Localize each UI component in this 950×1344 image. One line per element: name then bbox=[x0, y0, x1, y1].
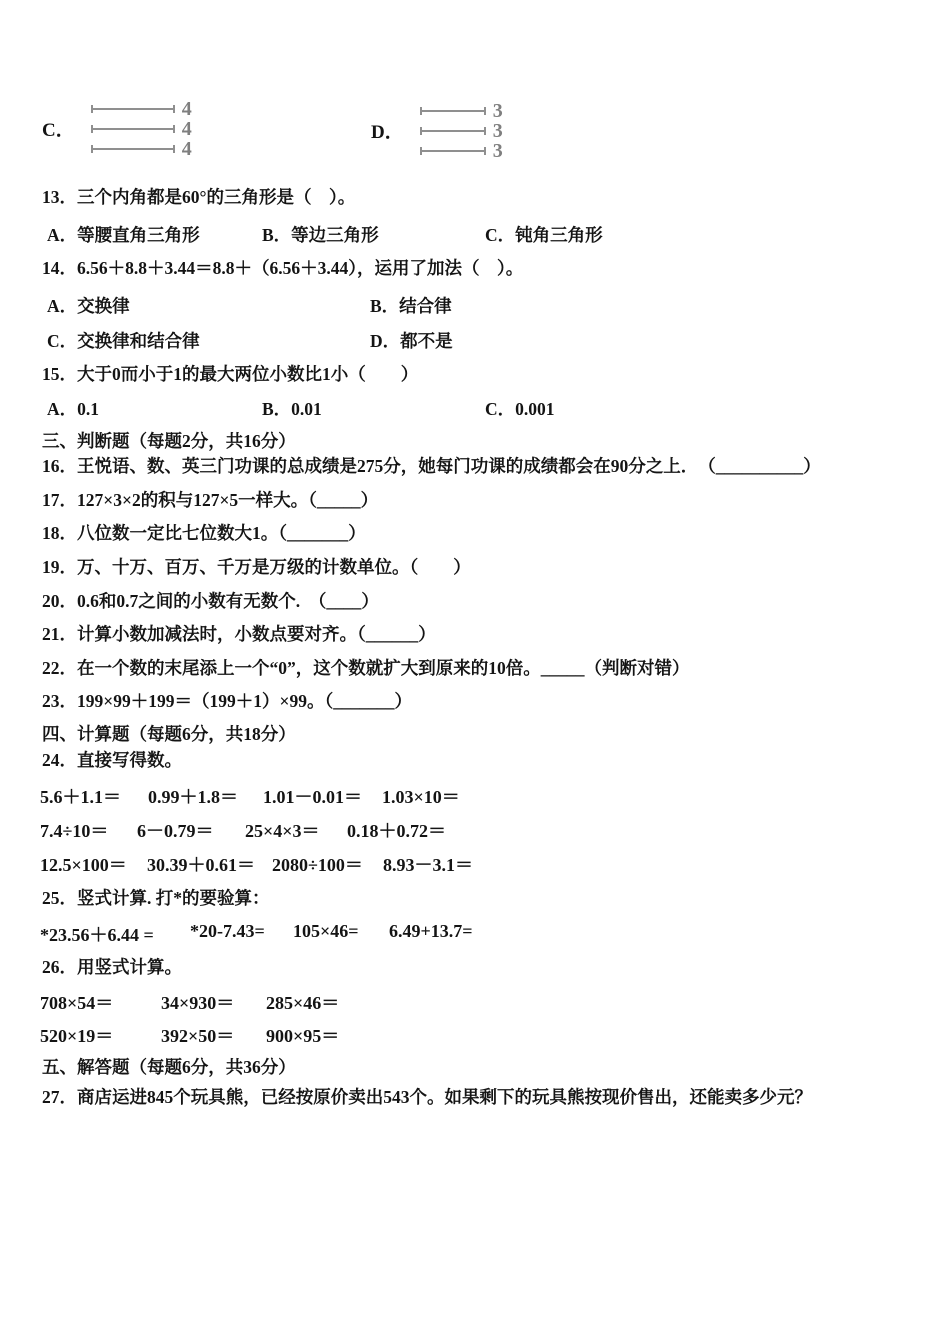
calc-expression: 12.5×100＝ bbox=[40, 855, 127, 875]
q12-option-c-segments bbox=[91, 97, 192, 160]
q18-stem: 18．八位数一定比七位数大1。（_______） bbox=[42, 523, 366, 543]
line-segment-icon bbox=[420, 147, 486, 155]
q24-stem: 24．直接写得数。 bbox=[42, 750, 182, 770]
q24-row-1 bbox=[0, 783, 950, 809]
q26-row-1 bbox=[0, 989, 950, 1015]
q26-row-2 bbox=[0, 1022, 950, 1048]
line-segment-icon bbox=[91, 145, 175, 153]
calc-expression: 1.01－0.01＝ bbox=[263, 787, 362, 807]
q14-option-c: C．交换律和结合律 bbox=[47, 331, 200, 351]
calc-expression: 105×46= bbox=[293, 921, 359, 941]
q27-stem: 27．商店运进845个玩具熊，已经按原价卖出543个。如果剩下的玩具熊按现价售出，还能卖多少元？ bbox=[42, 1087, 812, 1107]
q25-row bbox=[0, 921, 950, 947]
q15-option-b: B．0.01 bbox=[262, 399, 322, 419]
calc-expression: 8.93－3.1＝ bbox=[383, 855, 473, 875]
q15-option-a: A．0.1 bbox=[47, 399, 100, 419]
q26-stem: 26．用竖式计算。 bbox=[42, 957, 182, 977]
calc-expression: 0.99＋1.8＝ bbox=[148, 787, 238, 807]
segment-length: 3 bbox=[492, 139, 503, 162]
calc-expression: 6－0.79＝ bbox=[137, 821, 214, 841]
q13-stem: 13．三个内角都是60°的三角形是（ ）。 bbox=[42, 187, 356, 207]
q15-option-c: C．0.001 bbox=[485, 399, 555, 419]
q14-option-a: A．交换律 bbox=[47, 296, 130, 316]
calc-expression: 900×95＝ bbox=[266, 1026, 340, 1046]
calc-expression: *20-7.43= bbox=[190, 921, 265, 941]
q13-option-c: C．钝角三角形 bbox=[485, 225, 603, 245]
calc-expression: 285×46＝ bbox=[266, 993, 340, 1013]
calc-expression: 25×4×3＝ bbox=[245, 821, 320, 841]
q12-option-c-label: C． bbox=[42, 120, 75, 141]
q23-stem: 23．199×99＋199＝（199＋1）×99。（_______） bbox=[42, 691, 412, 711]
q12-option-d-segments bbox=[420, 99, 503, 162]
q12-option-d-label: D． bbox=[371, 122, 404, 143]
section4-title: 四、计算题（每题6分，共18分） bbox=[42, 724, 296, 744]
line-segment-icon bbox=[91, 125, 175, 133]
line-segment-icon bbox=[420, 127, 486, 135]
q13-options-row bbox=[0, 222, 950, 248]
segment-row bbox=[420, 139, 503, 162]
q14-option-d: D．都不是 bbox=[370, 331, 453, 351]
q13-option-a: A．等腰直角三角形 bbox=[47, 225, 200, 245]
q14-options-row-2 bbox=[0, 328, 950, 354]
q16-stem: 16．王悦语、数、英三门功课的总成绩是275分，她每门功课的成绩都会在90分之上． （__________） bbox=[42, 456, 821, 476]
section3-title: 三、判断题（每题2分，共16分） bbox=[42, 431, 296, 451]
q21-stem: 21．计算小数加减法时，小数点要对齐。（______） bbox=[42, 624, 436, 644]
segment-row bbox=[91, 117, 192, 140]
calc-expression: 7.4÷10＝ bbox=[40, 821, 109, 841]
section5-title: 五、解答题（每题6分，共36分） bbox=[42, 1057, 296, 1077]
q15-stem: 15．大于0而小于1的最大两位小数比1小（ ） bbox=[42, 364, 419, 384]
calc-expression: 30.39＋0.61＝ bbox=[147, 855, 255, 875]
q22-stem: 22．在一个数的末尾添上一个“0”，这个数就扩大到原来的10倍。_____（判断对错） bbox=[42, 658, 690, 678]
q25-stem: 25．竖式计算. 打*的要验算： bbox=[42, 888, 270, 908]
q15-options-row bbox=[0, 396, 950, 422]
q20-stem: 20．0.6和0.7之间的小数有无数个. （____） bbox=[42, 591, 379, 611]
calc-expression: 0.18＋0.72＝ bbox=[347, 821, 446, 841]
q24-row-3 bbox=[0, 851, 950, 877]
segment-row bbox=[91, 97, 192, 120]
q14-stem: 14．6.56＋8.8＋3.44＝8.8＋（6.56＋3.44），运用了加法（ ）。 bbox=[42, 258, 524, 278]
segment-length: 3 bbox=[492, 99, 503, 122]
q17-stem: 17．127×3×2的积与127×5一样大。（_____） bbox=[42, 490, 379, 510]
q12-option-d-figure bbox=[371, 99, 503, 162]
calc-expression: 5.6＋1.1＝ bbox=[40, 787, 121, 807]
q14-options-row-1 bbox=[0, 293, 950, 319]
line-segment-icon bbox=[420, 107, 486, 115]
q13-option-b: B．等边三角形 bbox=[262, 225, 379, 245]
calc-expression: 520×19＝ bbox=[40, 1026, 114, 1046]
segment-length: 4 bbox=[181, 137, 192, 160]
segment-length: 4 bbox=[181, 117, 192, 140]
calc-expression: 708×54＝ bbox=[40, 993, 114, 1013]
q24-row-2 bbox=[0, 817, 950, 843]
q14-option-b: B．结合律 bbox=[370, 296, 452, 316]
q12-option-c-figure bbox=[42, 97, 192, 160]
line-segment-icon bbox=[91, 105, 175, 113]
segment-length: 3 bbox=[492, 119, 503, 142]
calc-expression: 392×50＝ bbox=[161, 1026, 235, 1046]
calc-expression: 2080÷100＝ bbox=[272, 855, 363, 875]
calc-expression: 6.49+13.7= bbox=[389, 921, 473, 941]
segment-row bbox=[420, 119, 503, 142]
calc-expression: 1.03×10＝ bbox=[382, 787, 460, 807]
calc-expression: *23.56＋6.44 = bbox=[40, 925, 154, 945]
segment-length: 4 bbox=[181, 97, 192, 120]
calc-expression: 34×930＝ bbox=[161, 993, 235, 1013]
q19-stem: 19．万、十万、百万、千万是万级的计数单位。（ ） bbox=[42, 557, 471, 577]
segment-row bbox=[91, 137, 192, 160]
segment-row bbox=[420, 99, 503, 122]
